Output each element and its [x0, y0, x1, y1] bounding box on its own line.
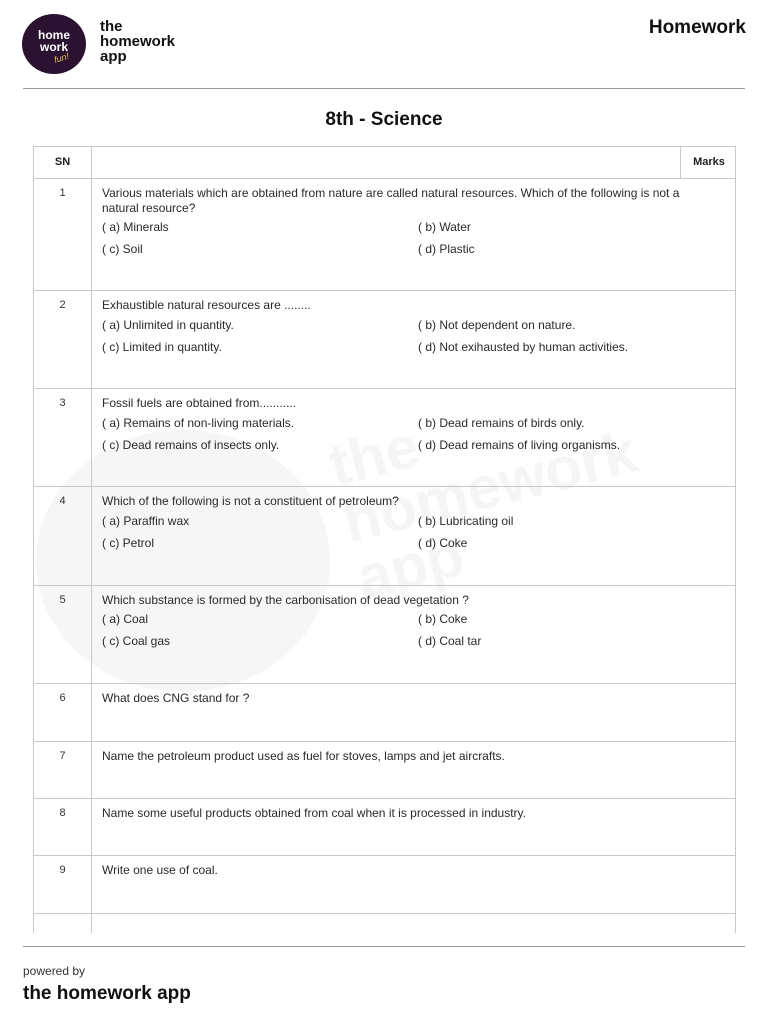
- logo-text-home: home: [37, 28, 70, 42]
- question-row: [34, 487, 736, 586]
- footer-brand-name: the homework app: [23, 983, 191, 1004]
- question-text: Name some useful products obtained from coal when it is processed in industry.: [102, 806, 526, 820]
- question-number: 3: [59, 397, 66, 409]
- question-row: [34, 179, 736, 291]
- option-b: ( b) Not dependent on nature.: [418, 318, 576, 332]
- brand-line-homework: homework: [100, 33, 176, 50]
- worksheet-title: 8th - Science: [325, 109, 443, 130]
- option-a: ( a) Minerals: [102, 220, 169, 234]
- question-text: Exhaustible natural resources are ........: [102, 298, 311, 312]
- header-sn: SN: [54, 156, 71, 168]
- option-a: ( a) Remains of non-living materials.: [102, 416, 295, 430]
- question-row: [34, 799, 736, 856]
- question-number: 2: [59, 299, 66, 311]
- question-text: Which substance is formed by the carbonisation of dead vegetation ?: [102, 593, 469, 607]
- question-text: Write one use of coal.: [102, 863, 218, 877]
- question-row: [34, 856, 736, 914]
- powered-by-label: powered by: [23, 964, 86, 978]
- option-b: ( b) Dead remains of birds only.: [418, 416, 585, 430]
- question-number: 6: [59, 692, 66, 704]
- question-text: Fossil fuels are obtained from...........: [102, 396, 297, 410]
- question-text: What does CNG stand for ?: [102, 691, 250, 705]
- option-d: ( d) Not exihausted by human activities.: [418, 340, 629, 354]
- question-row: [34, 742, 736, 799]
- question-text: Which of the following is not a constituent of petroleum?: [102, 494, 399, 508]
- question-row: [34, 586, 736, 684]
- option-c: ( c) Coal gas: [102, 634, 171, 648]
- option-c: ( c) Petrol: [102, 536, 155, 550]
- option-d: ( d) Plastic: [418, 242, 475, 256]
- brand-logo: [22, 14, 86, 74]
- question-table: [33, 146, 736, 933]
- option-a: ( a) Paraffin wax: [102, 514, 190, 528]
- brand-name: [100, 19, 175, 64]
- option-c: ( c) Dead remains of insects only.: [102, 438, 280, 452]
- header-divider: [23, 88, 745, 89]
- question-row: [34, 291, 736, 389]
- page-label: Homework: [648, 17, 746, 38]
- option-d: ( d) Coal tar: [418, 634, 482, 648]
- question-number: 1: [59, 187, 66, 199]
- brand-line-app: app: [100, 48, 127, 65]
- option-a: ( a) Coal: [102, 612, 149, 626]
- option-d: ( d) Dead remains of living organisms.: [418, 438, 621, 452]
- option-b: ( b) Lubricating oil: [418, 514, 514, 528]
- question-row: [34, 684, 736, 742]
- logo-text-work: work: [39, 40, 68, 54]
- question-number: 4: [59, 495, 66, 507]
- option-a: ( a) Unlimited in quantity.: [102, 318, 234, 332]
- logo-text-fun: fun!: [52, 50, 71, 66]
- option-b: ( b) Water: [418, 220, 471, 234]
- option-b: ( b) Coke: [418, 612, 468, 626]
- table-header-row: [34, 147, 736, 179]
- question-text: Various materials which are obtained from nature are called natural resources. Which of the following is not a natural resource?: [102, 186, 680, 215]
- question-number: 8: [59, 807, 66, 819]
- question-row: [34, 389, 736, 487]
- brand-line-the: the: [100, 18, 123, 35]
- option-c: ( c) Limited in quantity.: [102, 340, 222, 354]
- question-number: 7: [59, 750, 66, 762]
- footer-divider: [23, 946, 745, 947]
- option-c: ( c) Soil: [102, 242, 143, 256]
- option-d: ( d) Coke: [418, 536, 468, 550]
- question-number: 9: [59, 864, 66, 876]
- header-marks: Marks: [680, 147, 736, 178]
- question-number: 5: [59, 594, 66, 606]
- question-text: Name the petroleum product used as fuel for stoves, lamps and jet aircrafts.: [102, 749, 505, 763]
